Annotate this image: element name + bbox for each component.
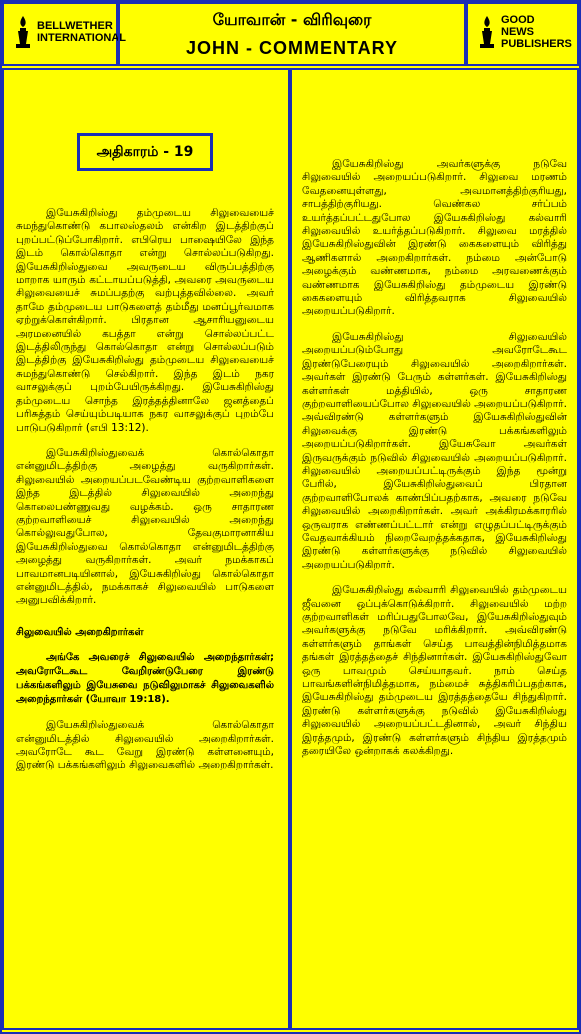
right-column — [290, 68, 579, 1030]
good-news-logo — [476, 14, 572, 50]
left-logo-box — [2, 2, 127, 66]
left-column-text — [16, 207, 274, 785]
paragraph: இயேசுகிறிஸ்து அவர்களுக்கு நடுவே சிலுவையில் அறையப்படுகிறார். சிலுவை மரணம் வேதனையுள்ளது, அவமானத்திற்குரியது, சாபத்திற்குரியது. வெண்கல சர்ப்பம் உயர்த்தப்பட்டதுபோல இயேசுகிறிஸ்து கல்வாரி சிலுவையில் உயர்த்தப்படுகிறார். சிலுவை மரத்தில் இயேசுகிறிஸ்துவின் இரண்டு கைகளையும் விரித்து ஆணிகளால் அறைகிறார்கள். நம்மை அன்போடு அழைக்கும் வண்ணமாக, நம்மை அரவணைக்கும் வண்ணமாக இயேசுகிறிஸ்து தம்முடைய இரண்டு கைகளையும் விரித்தவராக சிலுவையில் அறையப்படுகிறார். — [302, 158, 567, 318]
title-english: JOHN - COMMENTARY — [186, 38, 398, 58]
title-tamil: யோவான் - விரிவுரை — [212, 10, 372, 29]
chapter-heading: அதிகாரம் - 19 — [77, 133, 213, 171]
lamp-icon — [12, 14, 34, 50]
right-column-text — [302, 158, 567, 770]
paragraph: இயேசுகிறிஸ்து தம்முடைய சிலுவையைச் சுமந்துகொண்டு கபாலஸ்தலம் என்கிற இடத்திற்குப் புறப்பட்டுப்போகிறார். எபிரெய பாஷையிலே இந்த இடம் கொல்கொதா என்று சொல்லப்படுகிறது. இயேசுகிறிஸ்துவை அவருடைய விருப்பத்திற்கு மாறாக யாரும் கட்டாயப்படுத்தி, அவரை அவருடைய சிலுவையைச் சுமப்பதற்கு வற்புத்தவில்லை. அவர் தாமே தம்முடைய பாடுகளைத் தம்மீது மனப்பூர்வமாக ஏற்றுக்கொள்கிறார். பிரதான ஆசாரியனுடைய அரமனையில் கபத்தா என்று சொல்லப்பட்ட இடத்திலிருந்து கொல்கொதா என்று சொல்லப்படும் இடத்திற்கு இயேசுகிறிஸ்து தம்முடைய சிலுவையைச் சுமந்துகொண்டு செல்கிறார். இந்த இடம் நகர வாசலுக்குப் புறம்பேயிருக்கிறது. இயேசுகிறிஸ்து தம்முடைய சொந்த இரத்தத்தினாலே ஜனத்தைப் பரிசுத்தம் செய்யும்படியாக நகர வாசலுக்குப் புறம்பே பாடுபடுகிறார் (எபி 13:12). — [16, 207, 274, 434]
subheading: சிலுவையில் அறைகிறார்கள் — [16, 626, 144, 638]
paragraph: இயேசுகிறிஸ்து கல்வாரி சிலுவையில் தம்முடைய ஜீவனை ஒப்புக்கொடுக்கிறார். சிலுவையில் மற்ற குற்றவாளிகள் மரிப்பதுபோலவே, இயேசுகிறிஸ்துவும் அவர்களுக்கு நடுவே மரிக்கிறார். அவ்விரண்டு கள்ளர்களும் தாங்கள் செய்த பாவத்தின்நிமித்தமாக தங்கள் இரத்தத்தைச் சிந்தினார்கள். இயேசுகிறிஸ்துவோ ஒரு பாவமும் செய்யாதவர். நாம் செய்த பாவங்களின்நிமித்தமாக, நம்மைச் சுத்திகரிப்பதற்காக, இயேசுகிறிஸ்து தம்முடைய இரத்தத்தையே சிந்துகிறார். இரண்டு கள்ளர்களுக்கு நடுவில் இயேசுகிறிஸ்து சிலுவையில் அறையப்பட்டதினால், அவர் சிந்திய இரத்தமும், இரண்டு கள்ளர்களும் சிந்திய இரத்தமும் தரையிலே ஒன்றாகக் கலக்கிறது. — [302, 584, 567, 758]
scripture-quote: அங்கே அவரைச் சிலுவையில் அறைந்தார்கள்; அவரோடேகூட வேறிரண்டுபேரை இரண்டு பக்கங்களிலும் இயேசுவை நடுவிலுமாகச் சிலுவைகளில் அறைந்தார்கள் (யோவா 19:18). — [16, 652, 274, 706]
title-box — [118, 2, 466, 66]
left-column — [2, 68, 290, 1030]
right-logo-text: GOOD NEWS PUBLISHERS — [501, 14, 572, 50]
bellwether-logo — [12, 14, 127, 50]
paragraph: இயேசுகிறிஸ்து சிலுவையில் அறையப்படும்போது அவரோடேகூட இரண்டுபேரையும் சிலுவையில் அறைகிறார்கள். அவர்கள் இரண்டு பேரும் கள்ளர்கள். இயேசுகிறிஸ்து கள்ளர்கள் மத்தியில், ஒரு சாதாரண குற்றவாளியைப்போல சிலுவையில் அறையப்படுகிறார். அவ்விரண்டு கள்ளர்களும் இயேசுகிறிஸ்துவின் சிலுவைக்கு இரண்டு பக்கங்களிலும் அறையப்படுகிறார்கள். இயேசுவோ அவர்கள் இருவருக்கும் நடுவில் சிலுவையில் அறையப்படுகிறார். சிலுவையில் அறையப்பட்டிருக்கும் இந்த மூன்று பேரில், இயேசுகிறிஸ்துவைப் பிரதான குற்றவாளிபோலக் காண்பிப்பதற்காக, அவரை நடுவே சிலுவையில் அறைகிறார்கள். அவர் அக்கிரமக்காரரில் ஒருவராக எண்ணப்பட்டார் என்று எழுதப்பட்டிருக்கும் வேதவாக்கியம் நிறைவேறத்தக்கதாக, இயேசுகிறிஸ்து இரண்டு கள்ளர்களுக்கு நடுவில் சிலுவையில் அறையப்படுகிறார். — [302, 330, 567, 571]
page-header — [2, 2, 579, 68]
lamp-icon — [476, 14, 498, 50]
paragraph: இயேசுகிறிஸ்துவைக் கொல்கொதா என்னுமிடத்திற்கு அழைத்து வருகிறார்கள். சிலுவையில் அறையப்படவேண்டிய குற்றவாளிகளை இந்த இடத்தில் சிலுவையில் அறைந்து கொலைபண்ணுவது வழக்கம். ஒரு சாதாரண குற்றவாளியைச் சிலுவையில் அறைந்து கொல்லுவதுபோல, தேவகுமாரனாகிய இயேசுகிறிஸ்துவை கொல்கொதா என்னுமிடத்திற்கு அழைத்து வருகிறார்கள். அவர் நமக்காகப் பாவமானபடியினால், இயேசுகிறிஸ்து கொல்கொதா என்னுமிடத்தில், நமக்காகச் சிலுவையில் பாடுகளை அனுபவிக்கிறார். — [16, 446, 274, 607]
left-logo-text: BELLWETHER INTERNATIONAL — [37, 20, 127, 44]
paragraph: இயேசுகிறிஸ்துவைக் கொல்கொதா என்னுமிடத்தில் சிலுவையில் அறைகிறார்கள். அவரோடே கூட வேறு இரண்டு கள்ளனையும், இரண்டு பக்கங்களிலும் சிலுவைகளில் அறைகிறார்கள். — [16, 719, 274, 772]
right-logo-box — [466, 2, 579, 66]
